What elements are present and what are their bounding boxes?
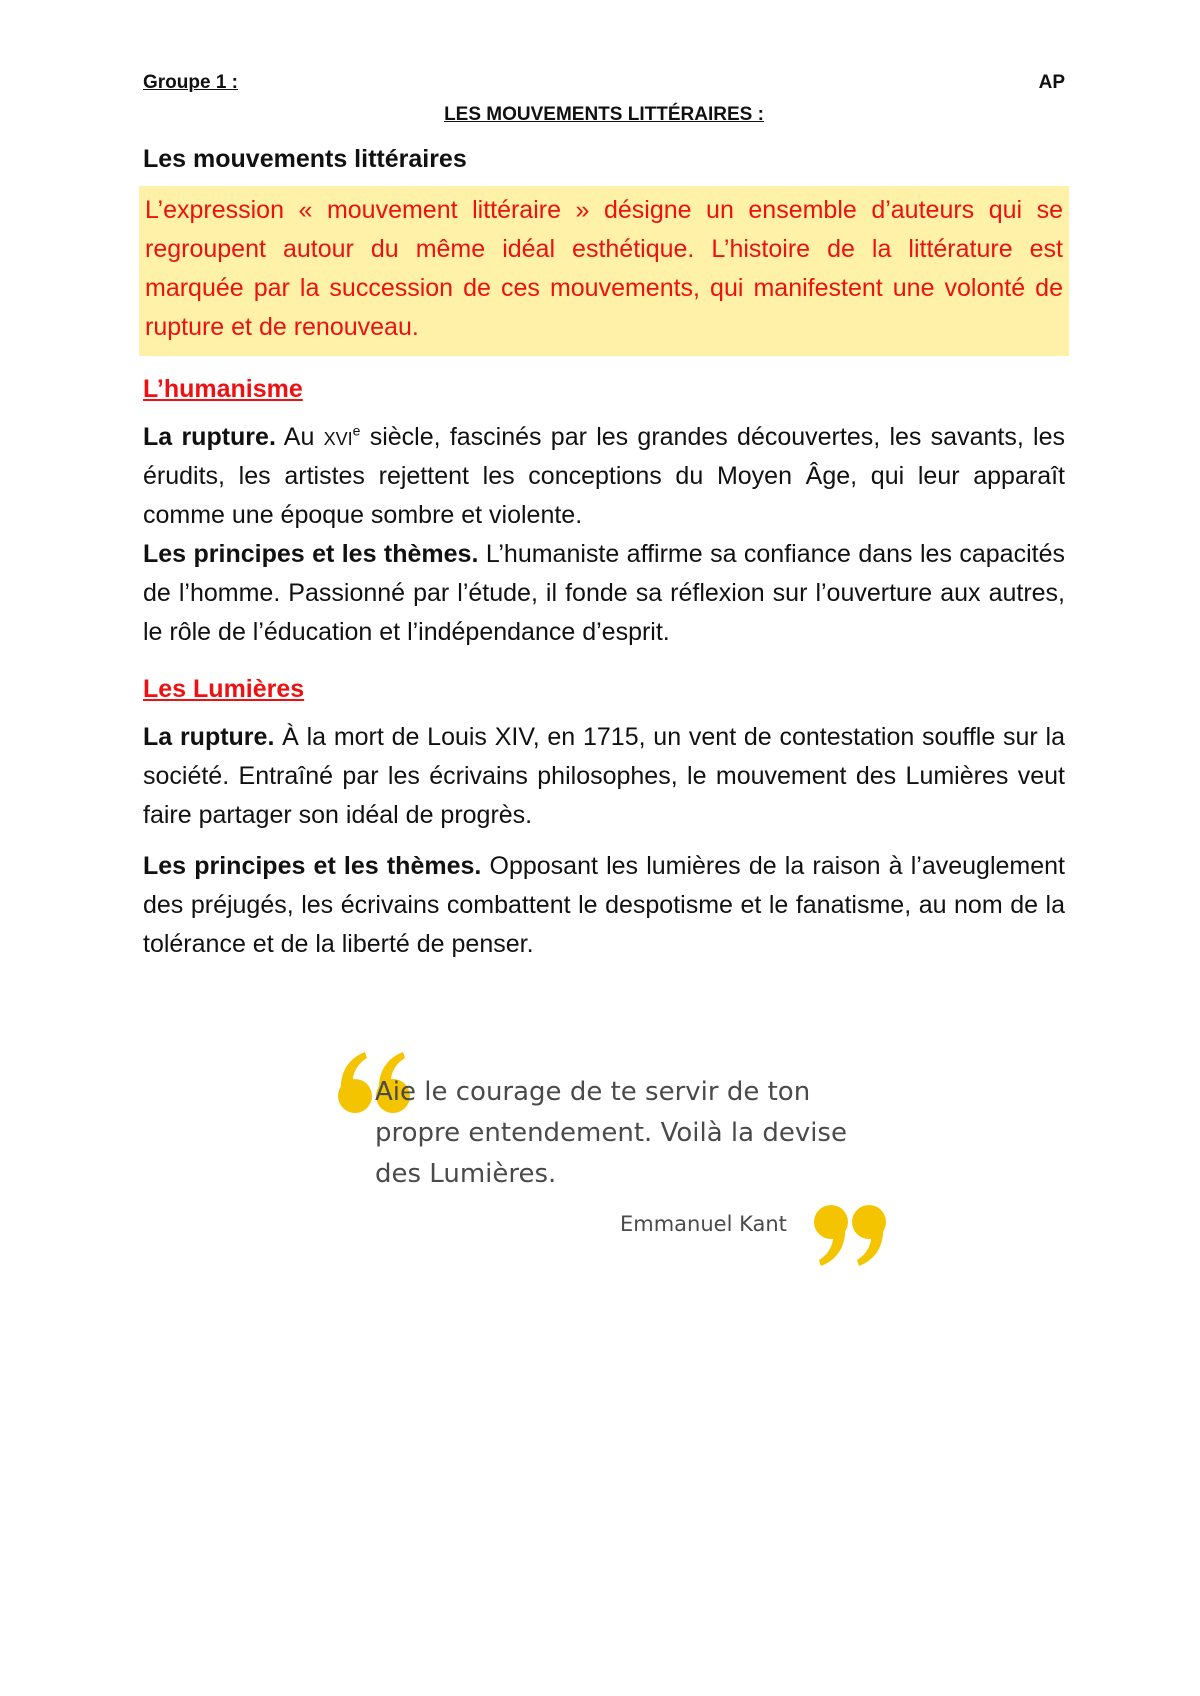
- document-title: LES MOUVEMENTS LITTÉRAIRES :: [444, 104, 764, 125]
- group-label: Groupe 1 :: [143, 72, 239, 93]
- lumieres-principes-label: Les principes et les thèmes.: [143, 852, 482, 880]
- lumieres-principes-paragraph: [143, 847, 1065, 964]
- quote-author: Emmanuel Kant: [620, 1212, 787, 1236]
- humanisme-principes-label: Les principes et les thèmes.: [143, 540, 479, 568]
- humanisme-rupture-pre: Au: [275, 423, 324, 451]
- close-quote-marks: [814, 1205, 886, 1266]
- ap-tag: AP: [1038, 72, 1065, 93]
- lumieres-rupture-paragraph: [143, 718, 1065, 835]
- lumieres-principes-text: Opposant les lumières de la raison à l’aveuglement des préjugés, les écrivains combattent le despotisme et le fanatisme, au nom de la tolérance et de la liberté de penser.: [143, 852, 1065, 958]
- humanisme-rupture-paragraph: [143, 418, 1065, 535]
- humanisme-principes-paragraph: [143, 535, 1065, 652]
- document-header: [143, 70, 1065, 96]
- lumieres-rupture-label: La rupture.: [143, 723, 275, 751]
- intro-heading: Les mouvements littéraires: [143, 145, 467, 173]
- humanisme-rupture-label: La rupture.: [143, 423, 276, 451]
- humanisme-rupture-text: siècle, fascinés par les grandes découvertes, les savants, les érudits, les artistes rejettent les conceptions du Moyen Âge, qui leur apparaît comme une époque sombre et violente.: [143, 423, 1065, 529]
- humanisme-principes-text: L’humaniste affirme sa confiance dans les capacités de l’homme. Passionné par l’étude, il fonde sa réflexion sur l’ouverture aux autres, le rôle de l’éducation et l’indépendance d’esprit.: [143, 540, 1065, 646]
- century-numeral: xvi: [323, 423, 353, 451]
- kant-quote-block: [335, 1050, 895, 1270]
- quote-text: Aie le courage de te servir de ton propre entendement. Voilà la devise des Lumières.: [375, 1077, 847, 1189]
- century-sup: e: [352, 422, 361, 439]
- intro-highlight-box: L’expression « mouvement littéraire » désigne un ensemble d’auteurs qui se regroupent autour du même idéal esthétique. L’histoire de la littérature est marquée par la succession de ces mouvements, qui manifestent une volonté de rupture et de renouveau.: [139, 186, 1069, 356]
- lumieres-rupture-text: À la mort de Louis XIV, en 1715, un vent de contestation souffle sur la société. Entraîné par les écrivains philosophes, le mouvement des Lumières veut faire partager son idéal de progrès.: [143, 723, 1065, 829]
- humanisme-heading: L’humanisme: [143, 375, 303, 403]
- lumieres-heading: Les Lumières: [143, 675, 305, 703]
- close-quote-icon: [809, 1200, 889, 1270]
- document-page: [143, 70, 1065, 964]
